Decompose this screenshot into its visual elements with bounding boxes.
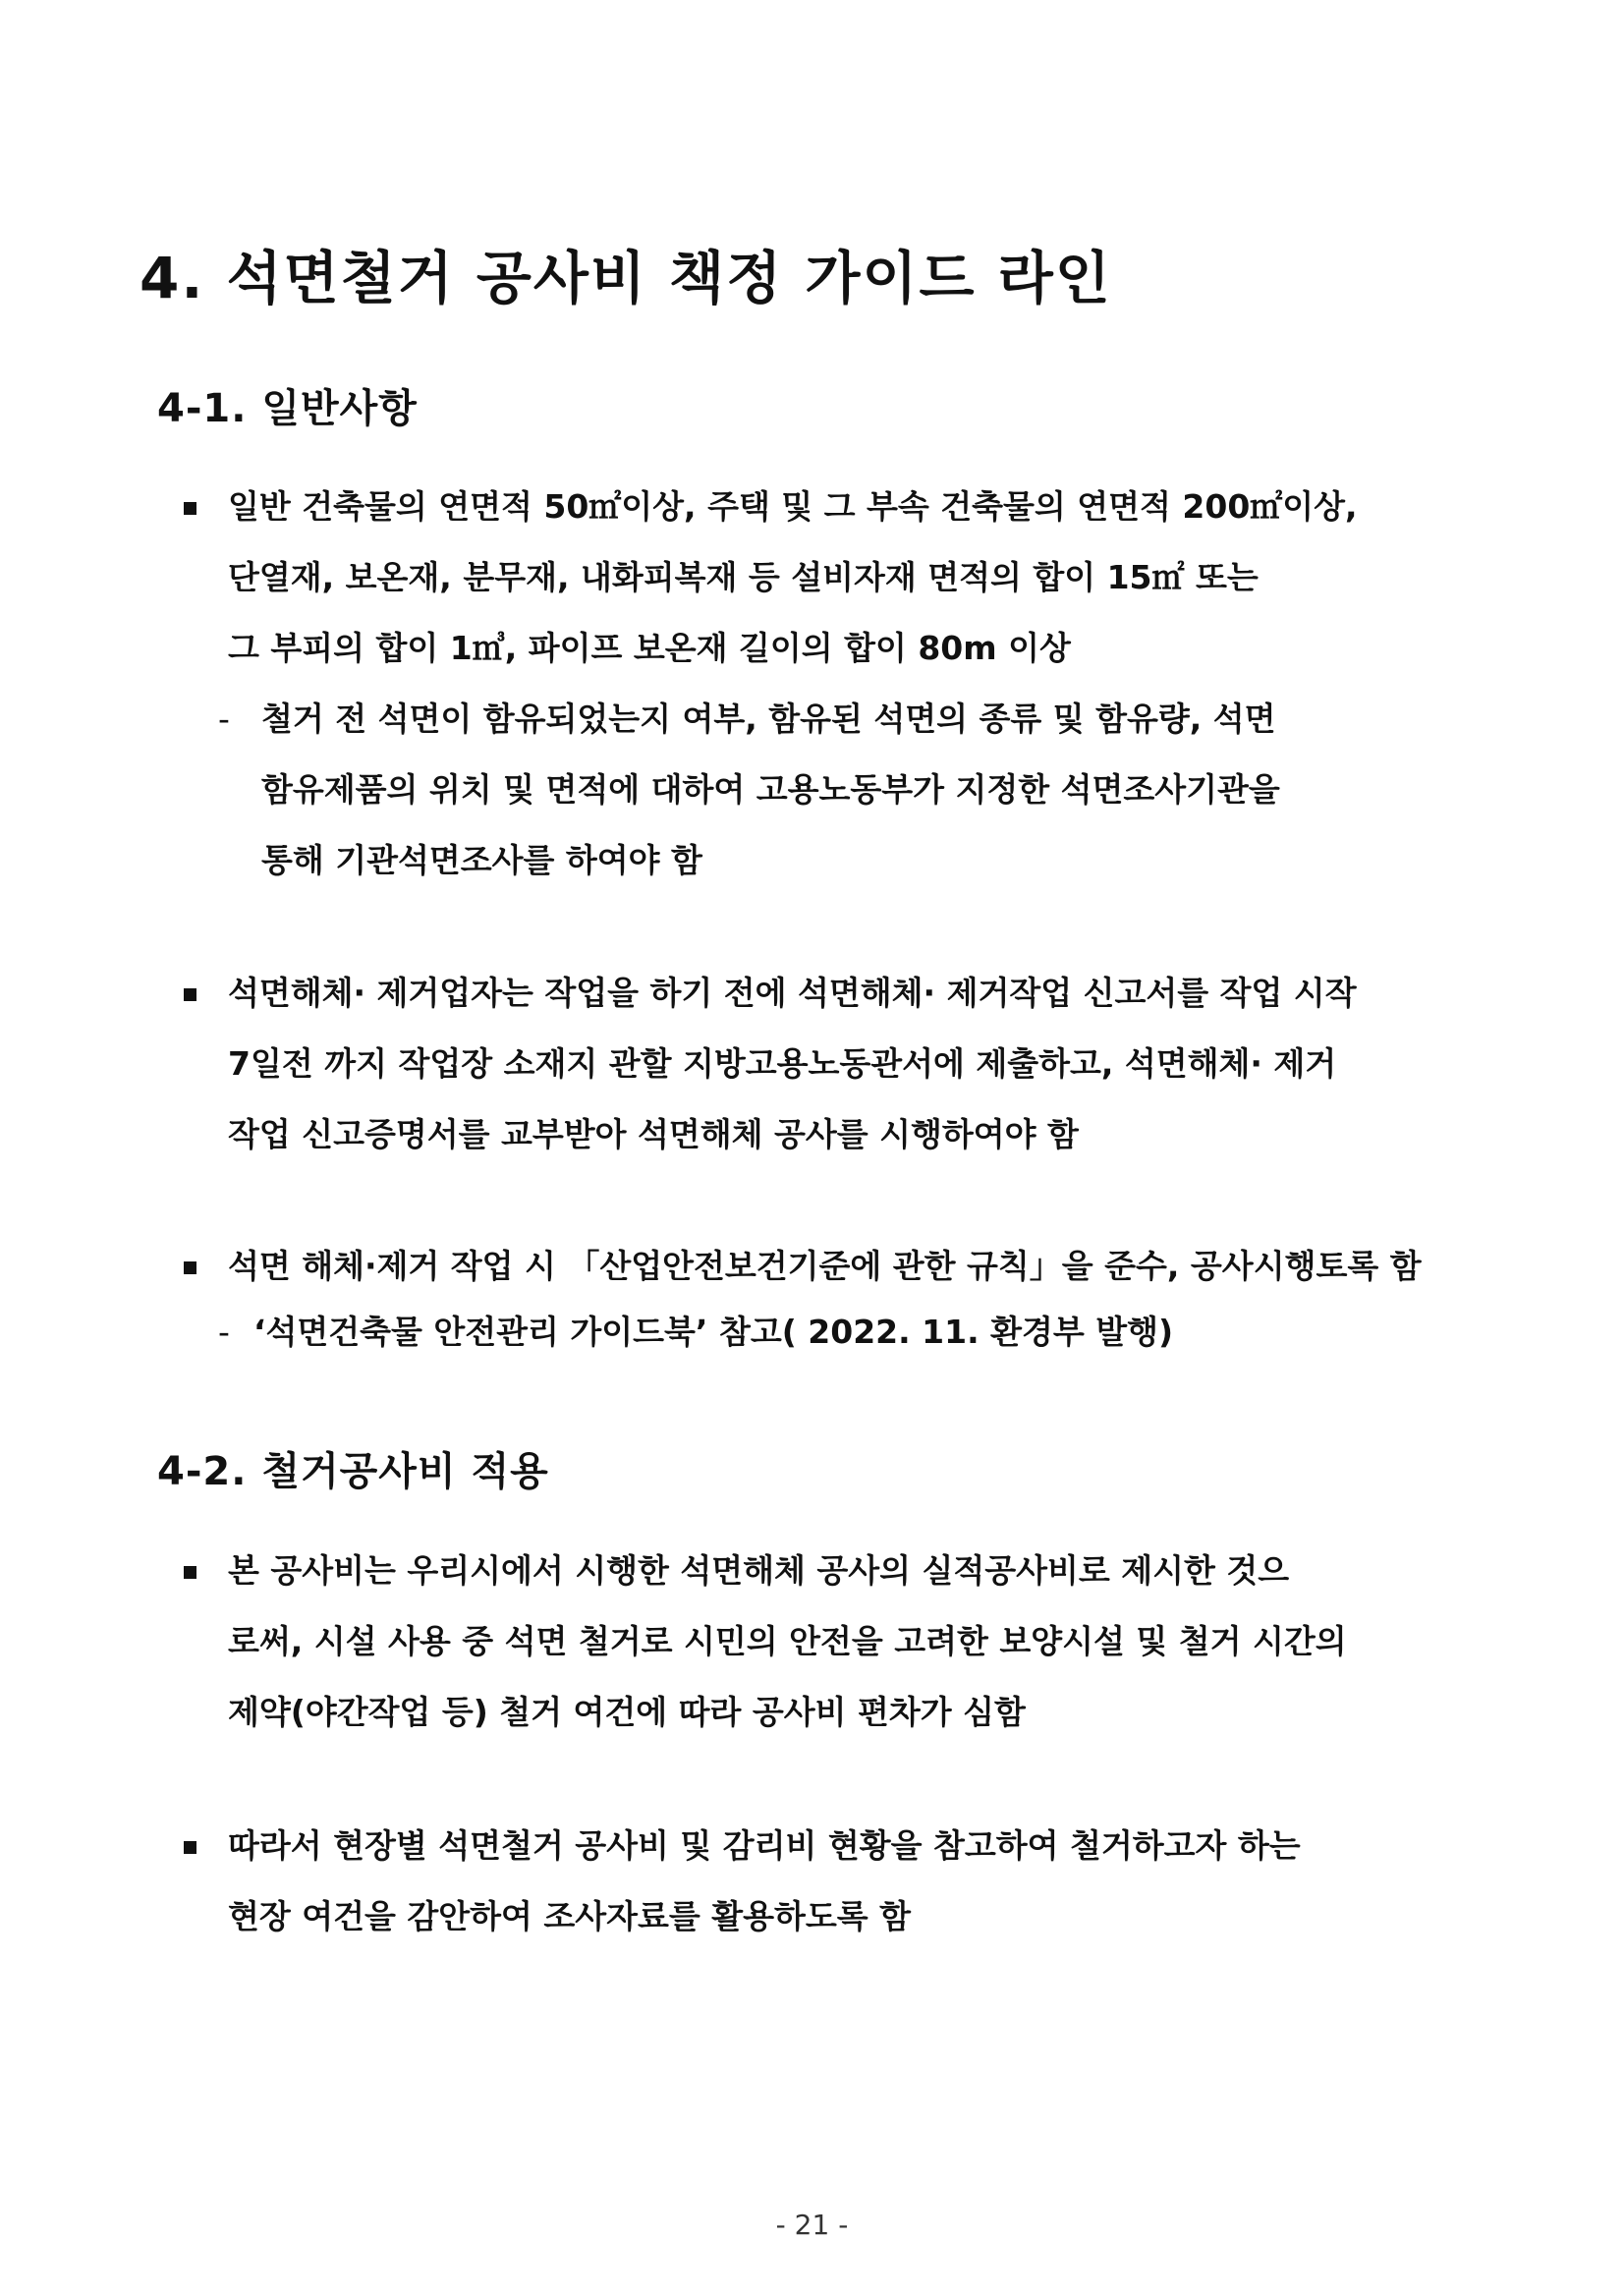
paragraph-line: 작업 신고증명서를 교부받아 석면해체 공사를 시행하여야 함: [228, 1115, 1079, 1153]
paragraph-line: 석면해체· 제거업자는 작업을 하기 전에 석면해체· 제거작업 신고서를 작업 시작: [228, 974, 1357, 1012]
page-number: - 21 -: [775, 2209, 849, 2241]
dash-marker: -: [218, 700, 230, 738]
paragraph-line: 함유제품의 위치 및 면적에 대하여 고용노동부가 지정한 석면조사기관을: [261, 770, 1280, 809]
bullet-square-icon: [184, 1841, 196, 1854]
paragraph-line: 현장 여건을 감안하여 조사자료를 활용하도록 함: [228, 1897, 912, 1935]
bullet-square-icon: [184, 502, 196, 515]
paragraph-line: 그 부피의 합이 1㎥, 파이프 보온재 길이의 합이 80m 이상: [228, 629, 1071, 667]
paragraph-line: 단열재, 보온재, 분무재, 내화피복재 등 설비자재 면적의 합이 15㎡ 또는: [228, 558, 1259, 596]
paragraph-line: 철거 전 석면이 함유되었는지 여부, 함유된 석면의 종류 및 함유량, 석면: [261, 700, 1276, 738]
bullet-square-icon: [184, 988, 196, 1001]
paragraph-line: 제약(야간작업 등) 철거 여건에 따라 공사비 편차가 심함: [228, 1693, 1026, 1731]
paragraph-line: 석면 해체·제거 작업 시 「산업안전보건기준에 관한 규칙」을 준수, 공사시행토록 함: [228, 1247, 1422, 1285]
paragraph-line: 일반 건축물의 연면적 50㎡이상, 주택 및 그 부속 건축물의 연면적 200㎡이상,: [228, 487, 1358, 526]
section-heading-cost: 4-2. 철거공사비 적용: [157, 1449, 549, 1494]
paragraph-line: 7일전 까지 작업장 소재지 관할 지방고용노동관서에 제출하고, 석면해체· 제거: [228, 1044, 1337, 1083]
section-heading-general: 4-1. 일반사항: [157, 386, 418, 431]
page-title: 4. 석면철거 공사비 책정 가이드 라인: [140, 245, 1112, 311]
bullet-square-icon: [184, 1566, 196, 1579]
dash-marker: -: [218, 1313, 230, 1351]
paragraph-line: 따라서 현장별 석면철거 공사비 및 감리비 현황을 참고하여 철거하고자 하는: [228, 1826, 1301, 1865]
paragraph-line: ‘석면건축물 안전관리 가이드북’ 참고( 2022. 11. 환경부 발행): [253, 1313, 1174, 1351]
paragraph-line: 본 공사비는 우리시에서 시행한 석면해체 공사의 실적공사비로 제시한 것으: [228, 1551, 1290, 1590]
paragraph-line: 통해 기관석면조사를 하여야 함: [261, 841, 702, 879]
bullet-square-icon: [184, 1261, 196, 1274]
paragraph-line: 로써, 시설 사용 중 석면 철거로 시민의 안전을 고려한 보양시설 및 철거 시간의: [228, 1622, 1347, 1660]
